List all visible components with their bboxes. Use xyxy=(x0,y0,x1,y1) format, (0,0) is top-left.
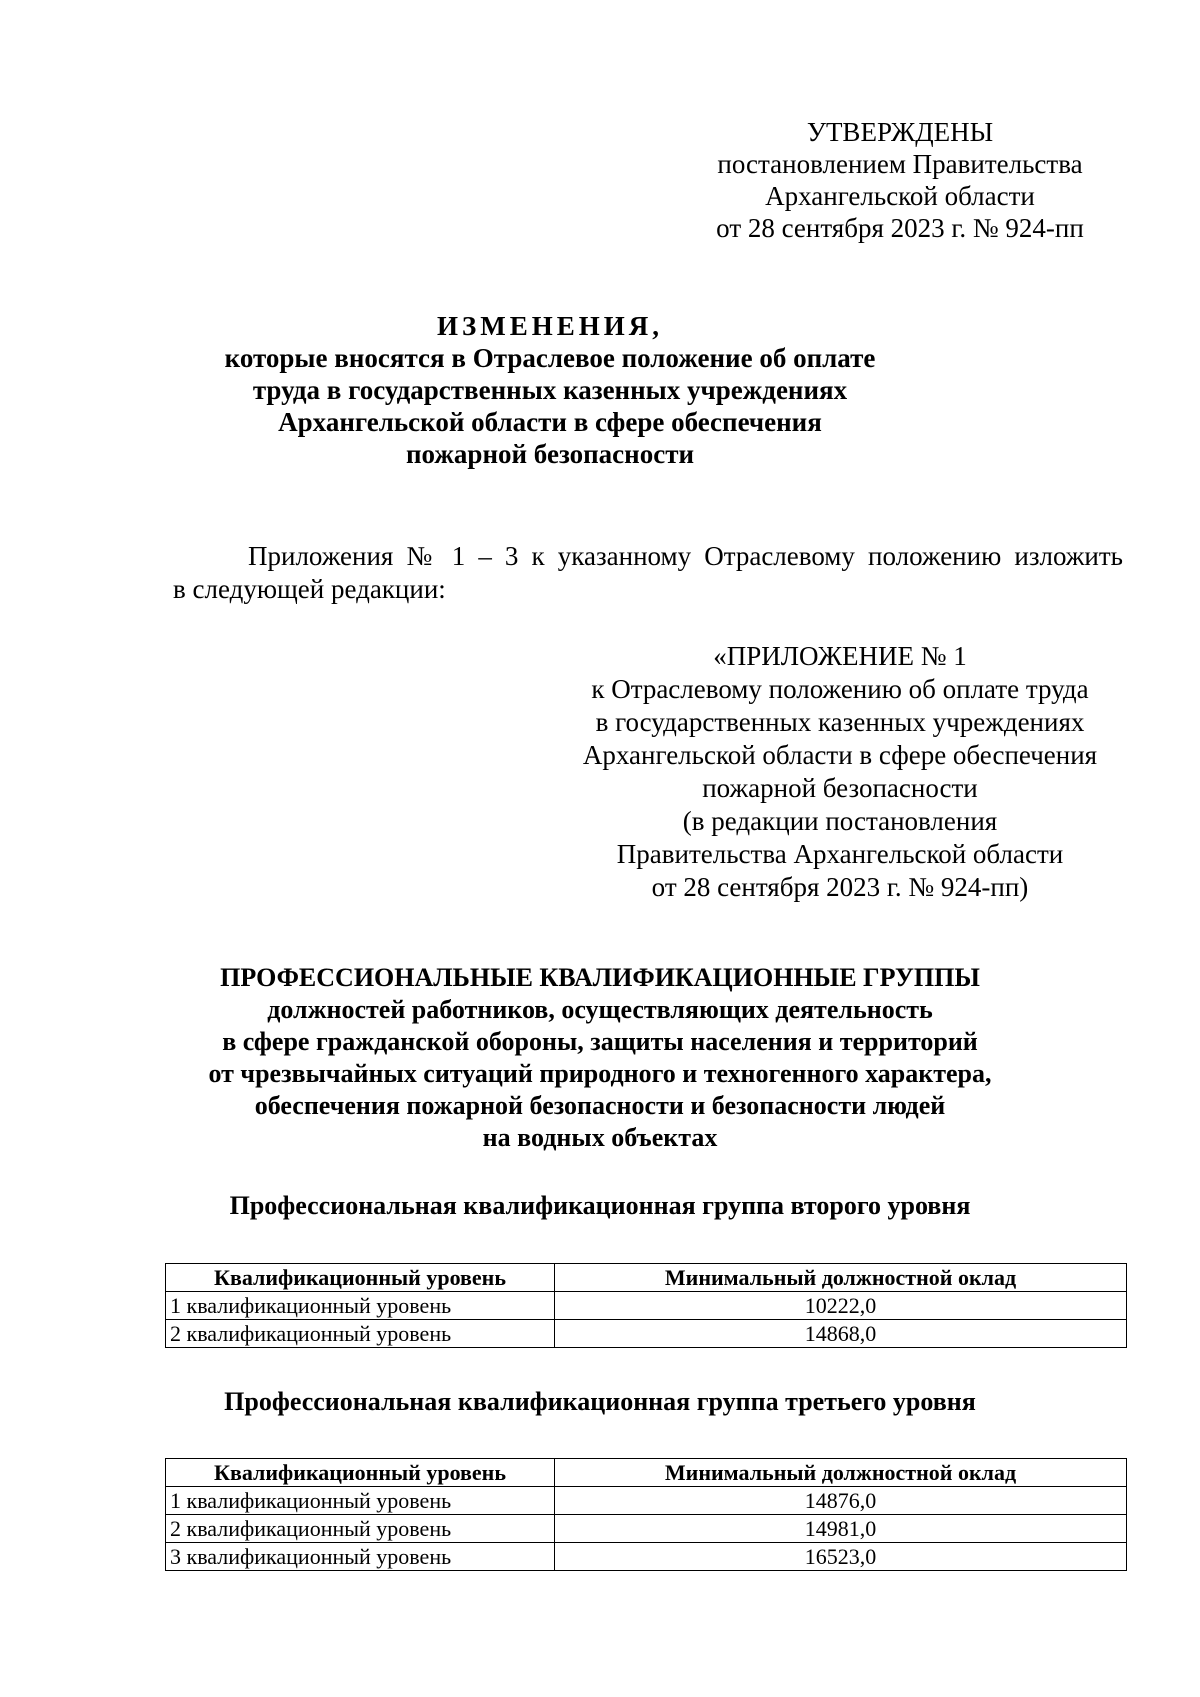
changes-subtitle-line: пожарной безопасности xyxy=(405,439,695,469)
paragraph-line: в следующей редакции: xyxy=(173,574,446,604)
group2-title: Профессиональная квалификационная группа второго уровня xyxy=(229,1191,971,1220)
salary-cell: 14981,0 xyxy=(555,1515,1127,1543)
column-header-level: Квалификационный уровень xyxy=(166,1264,555,1292)
group3-title: Профессиональная квалификационная группа третьего уровня xyxy=(224,1387,976,1416)
approval-title: УТВЕРЖДЕНЫ xyxy=(806,117,994,147)
level-cell: 2 квалификационный уровень xyxy=(166,1320,555,1348)
appendix-line: Правительства Архангельской области xyxy=(616,839,1064,869)
group2-table xyxy=(165,1263,1127,1348)
groups-heading xyxy=(150,962,1050,1154)
appendix-line: от 28 сентября 2023 г. № 924-пп) xyxy=(651,872,1029,902)
appendix-title: «ПРИЛОЖЕНИЕ № 1 xyxy=(713,641,967,671)
groups-subtitle-line: на водных объектах xyxy=(482,1123,718,1152)
table-row xyxy=(166,1543,1127,1571)
appendix-line: (в редакции постановления xyxy=(682,806,998,836)
column-header-level: Квалификационный уровень xyxy=(166,1459,555,1487)
salary-cell: 14868,0 xyxy=(555,1320,1127,1348)
appendix-header xyxy=(560,640,1120,904)
table-header-row xyxy=(166,1459,1127,1487)
changes-title xyxy=(200,310,900,470)
group3-table xyxy=(165,1458,1127,1571)
table-row xyxy=(166,1320,1127,1348)
salary-cell: 14876,0 xyxy=(555,1487,1127,1515)
approval-line: постановлением Правительства xyxy=(717,149,1083,179)
table-header-row xyxy=(166,1264,1127,1292)
groups-subtitle-line: в сфере гражданской обороны, защиты населения и территорий xyxy=(222,1027,978,1056)
column-header-salary: Минимальный должностной оклад xyxy=(555,1264,1127,1292)
changes-subtitle-line: Архангельской области в сфере обеспечения xyxy=(278,407,822,437)
appendix-line: пожарной безопасности xyxy=(702,773,978,803)
salary-cell: 10222,0 xyxy=(555,1292,1127,1320)
approval-line: Архангельской области xyxy=(765,181,1035,211)
appendix-line: в государственных казенных учреждениях xyxy=(595,707,1085,737)
changes-subtitle-line: которые вносятся в Отраслевое положение об оплате xyxy=(224,343,876,373)
body-paragraph xyxy=(173,540,1123,606)
level-cell: 1 квалификационный уровень xyxy=(166,1487,555,1515)
table-row xyxy=(166,1292,1127,1320)
groups-subtitle-line: должностей работников, осуществляющих деятельность xyxy=(267,995,933,1024)
changes-heading: ИЗМЕНЕНИЯ, xyxy=(436,311,663,341)
groups-title: ПРОФЕССИОНАЛЬНЫЕ КВАЛИФИКАЦИОННЫЕ ГРУППЫ xyxy=(220,963,980,992)
table-row xyxy=(166,1515,1127,1543)
groups-subtitle-line: обеспечения пожарной безопасности и безопасности людей xyxy=(254,1091,946,1120)
level-cell: 3 квалификационный уровень xyxy=(166,1543,555,1571)
level-cell: 1 квалификационный уровень xyxy=(166,1292,555,1320)
paragraph-line: Приложения № 1 – 3 к указанному Отраслевому положению изложить xyxy=(248,541,1123,571)
salary-cell: 16523,0 xyxy=(555,1543,1127,1571)
approval-stamp xyxy=(700,116,1100,244)
groups-subtitle-line: от чрезвычайных ситуаций природного и техногенного характера, xyxy=(208,1059,992,1088)
level-cell: 2 квалификационный уровень xyxy=(166,1515,555,1543)
column-header-salary: Минимальный должностной оклад xyxy=(555,1459,1127,1487)
table-row xyxy=(166,1487,1127,1515)
approval-date: от 28 сентября 2023 г. № 924-пп xyxy=(716,213,1084,243)
appendix-line: к Отраслевому положению об оплате труда xyxy=(591,674,1089,704)
changes-subtitle-line: труда в государственных казенных учреждениях xyxy=(252,375,848,405)
appendix-line: Архангельской области в сфере обеспечения xyxy=(582,740,1098,770)
